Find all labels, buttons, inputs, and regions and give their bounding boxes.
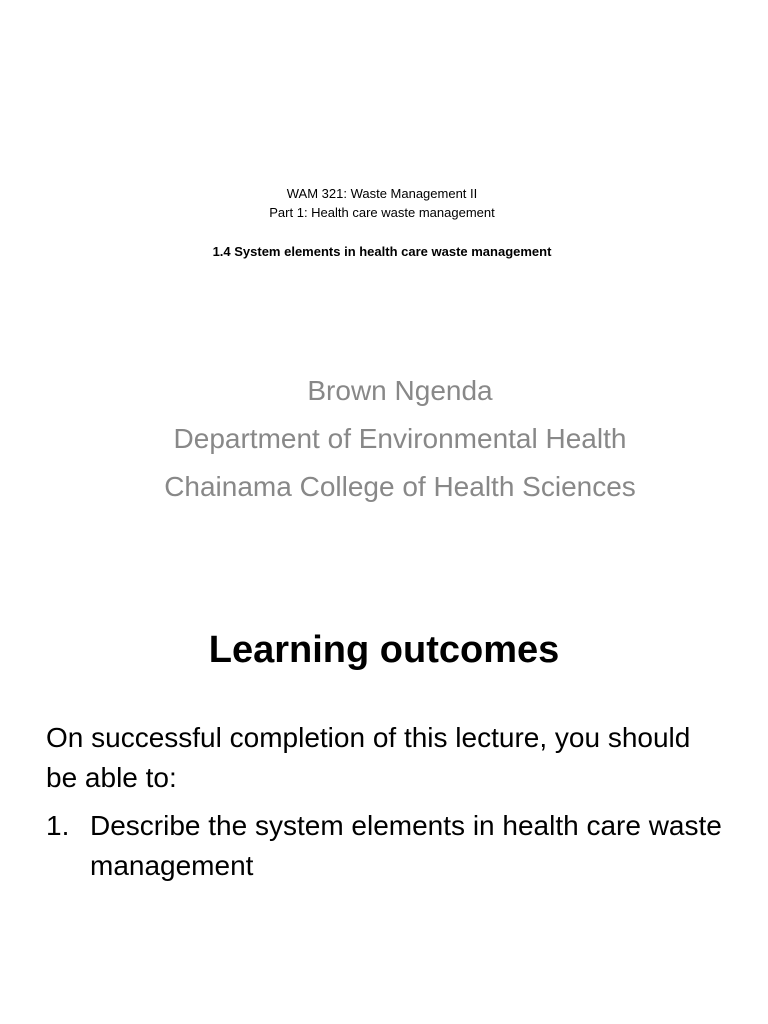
outcome-number: 1. <box>46 810 70 841</box>
outcome-list <box>46 806 736 886</box>
course-part: Part 1: Health care waste management <box>269 205 495 220</box>
outcome-item <box>46 806 736 886</box>
course-code: WAM 321: Waste Management II <box>286 186 478 201</box>
outcomes-heading: Learning outcomes <box>208 629 560 671</box>
author-college: Chainama College of Health Sciences <box>164 471 636 502</box>
author-department: Department of Environmental Health <box>173 423 627 454</box>
outcome-text: Describe the system elements in health care waste management <box>90 810 722 881</box>
lecture-topic: 1.4 System elements in health care waste management <box>212 244 552 259</box>
author-name: Brown Ngenda <box>307 375 493 406</box>
outcomes-intro: On successful completion of this lecture, you should be able to: <box>46 722 691 793</box>
learning-outcomes-slide <box>0 560 768 1024</box>
